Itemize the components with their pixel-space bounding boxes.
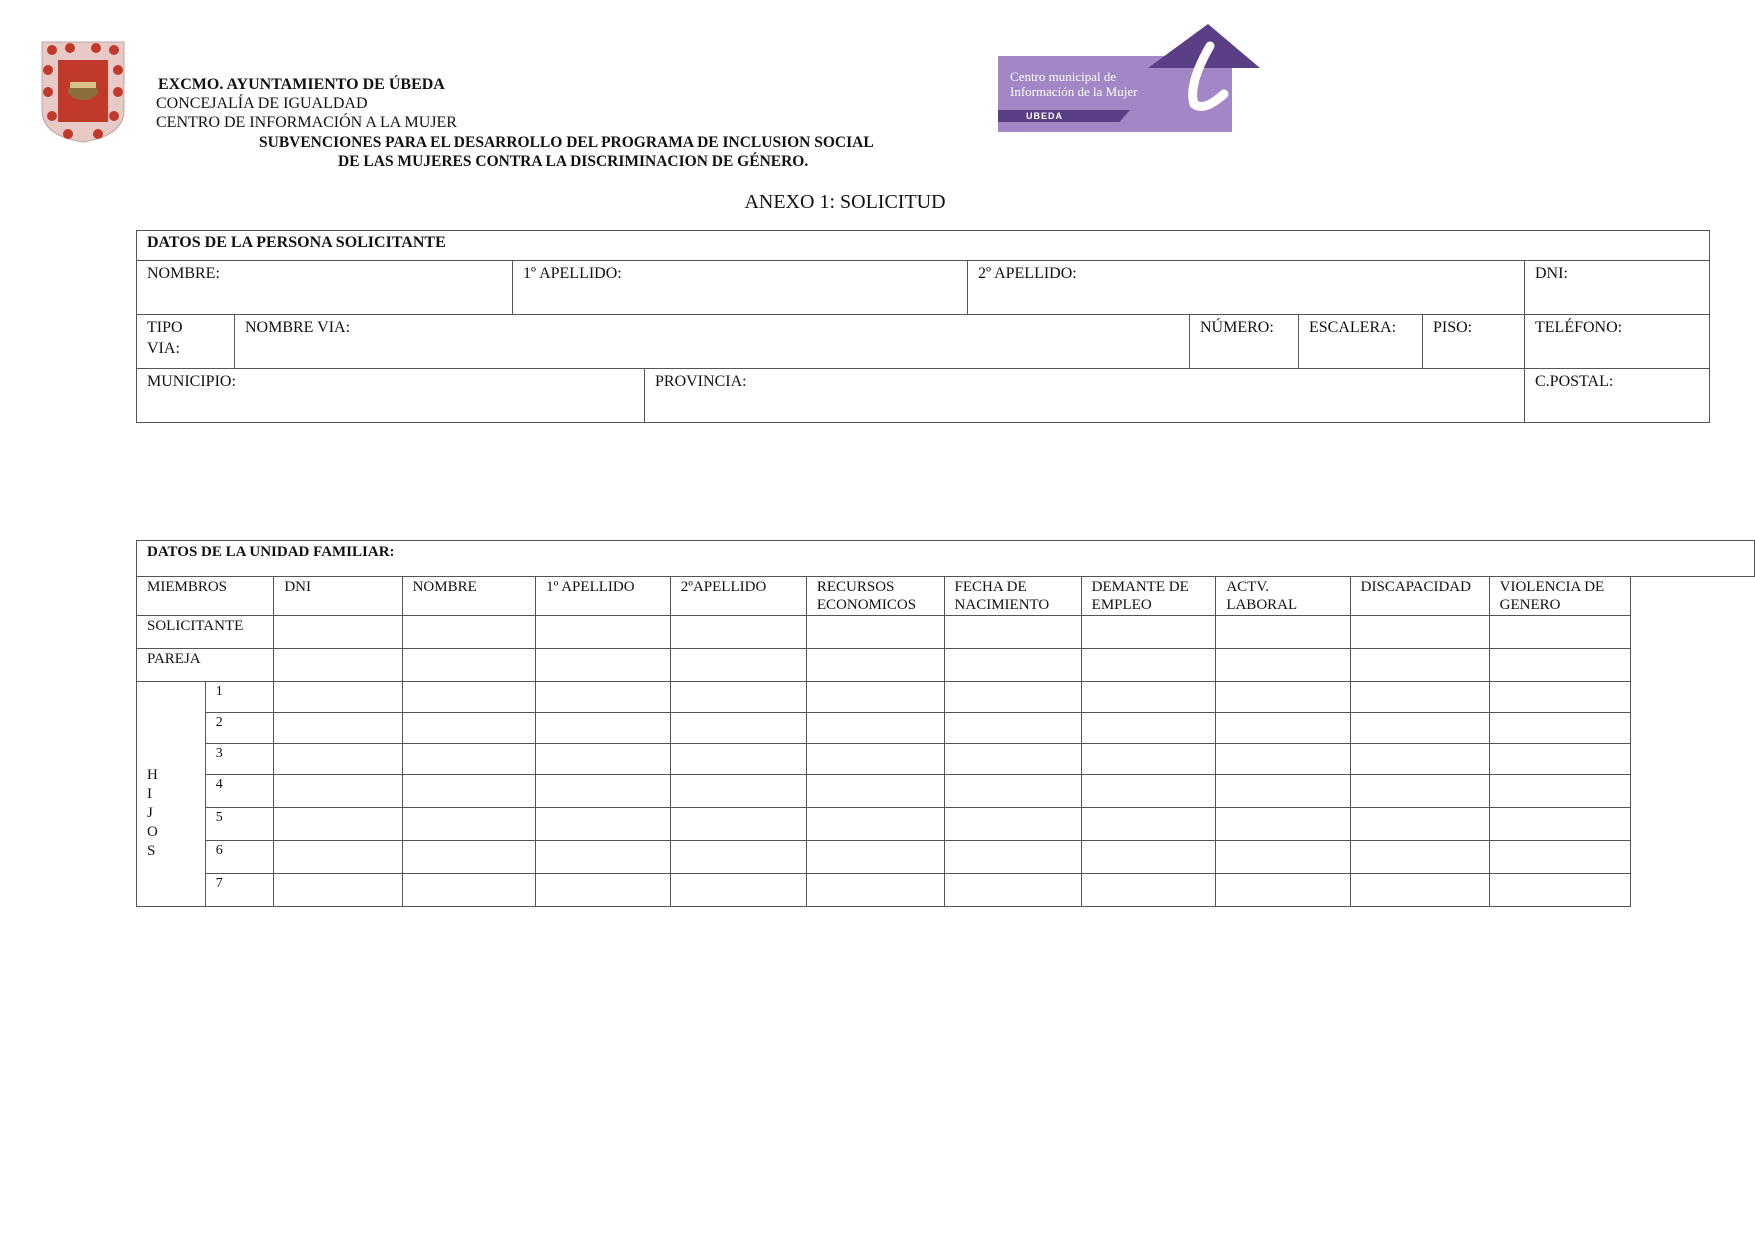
row-hijo — [137, 841, 1755, 874]
cell-input[interactable] — [944, 682, 1081, 713]
cell-input[interactable] — [670, 874, 806, 907]
cell-input[interactable] — [1081, 874, 1216, 907]
row-pareja — [137, 649, 1755, 682]
hijos-letter: J — [147, 805, 153, 821]
cell-input[interactable] — [274, 649, 402, 682]
col-dni: DNI — [274, 577, 402, 616]
row-label-pareja: PAREJA — [137, 649, 274, 682]
cell-input[interactable] — [1489, 744, 1631, 775]
cell-input[interactable] — [944, 841, 1081, 874]
cell-input[interactable] — [806, 682, 944, 713]
logo-text-2: Información de la Mujer — [1010, 84, 1138, 99]
header-line-centro: CENTRO DE INFORMACIÓN A LA MUJER — [156, 114, 457, 131]
cell-input[interactable] — [536, 744, 671, 775]
cell-input[interactable] — [1216, 808, 1350, 841]
cell-input[interactable] — [1081, 713, 1216, 744]
cell-input[interactable] — [1216, 616, 1350, 649]
header-subtitle-2: DE LAS MUJERES CONTRA LA DISCRIMINACION DE GÉNERO. — [338, 153, 809, 170]
cell-input[interactable] — [536, 616, 671, 649]
cell-input[interactable] — [806, 841, 944, 874]
cell-input[interactable] — [1489, 682, 1631, 713]
hijos-letter: S — [147, 843, 156, 859]
cell-input[interactable] — [1489, 649, 1631, 682]
cell-input[interactable] — [402, 713, 536, 744]
cell-input[interactable] — [402, 841, 536, 874]
cell-input[interactable] — [274, 713, 402, 744]
hijos-letter: I — [147, 786, 152, 802]
row-hijo — [137, 775, 1755, 808]
cell-input[interactable] — [1081, 616, 1216, 649]
hijo-number: 2 — [205, 713, 274, 744]
centro-mujer-logo — [998, 24, 1262, 132]
col-apellido2: 2ºAPELLIDO — [670, 577, 806, 616]
cell-input[interactable] — [1081, 841, 1216, 874]
cell-input[interactable] — [1350, 649, 1489, 682]
cell-input[interactable] — [1350, 713, 1489, 744]
cpostal-label: C.POSTAL: — [1535, 373, 1614, 390]
cell-input[interactable] — [536, 682, 671, 713]
col-violencia-genero: VIOLENCIA DE GENERO — [1489, 577, 1631, 616]
cell-input[interactable] — [1350, 874, 1489, 907]
coat-of-arms-icon — [40, 40, 126, 144]
hijos-letter: O — [147, 824, 158, 840]
escalera-field[interactable] — [1299, 315, 1423, 369]
cell-input[interactable] — [1489, 841, 1631, 874]
col-actv-laboral: ACTV. LABORAL — [1216, 577, 1350, 616]
cell-input[interactable] — [536, 808, 671, 841]
hijo-number: 3 — [205, 744, 274, 775]
unidad-familiar-table — [136, 540, 1755, 907]
row-hijo — [137, 808, 1755, 841]
dni-label: DNI: — [1535, 265, 1568, 282]
cell-input[interactable] — [1489, 616, 1631, 649]
cell-input[interactable] — [536, 713, 671, 744]
cell-input[interactable] — [1081, 775, 1216, 808]
cell-input[interactable] — [274, 874, 402, 907]
cell-input[interactable] — [670, 808, 806, 841]
cell-input[interactable] — [1081, 744, 1216, 775]
cell-input[interactable] — [806, 775, 944, 808]
cell-input[interactable] — [670, 713, 806, 744]
cell-input[interactable] — [944, 808, 1081, 841]
cell-input[interactable] — [806, 649, 944, 682]
cell-input[interactable] — [806, 874, 944, 907]
cell-input[interactable] — [1350, 841, 1489, 874]
cell-input[interactable] — [1081, 808, 1216, 841]
row-hijo — [137, 874, 1755, 907]
cell-input[interactable] — [274, 616, 402, 649]
apellido1-field[interactable] — [513, 261, 968, 315]
cell-input[interactable] — [670, 744, 806, 775]
cell-input[interactable] — [1350, 744, 1489, 775]
cell-input[interactable] — [536, 649, 671, 682]
cell-input[interactable] — [536, 841, 671, 874]
logo-city: UBEDA — [1026, 111, 1064, 121]
hijos-letter: H — [147, 767, 158, 783]
cell-input[interactable] — [806, 744, 944, 775]
nombre-via-label: NOMBRE VIA: — [245, 319, 351, 336]
cell-input[interactable] — [536, 775, 671, 808]
row-label-solicitante: SOLICITANTE — [137, 616, 274, 649]
solicitante-section-title: DATOS DE LA PERSONA SOLICITANTE — [137, 231, 1710, 261]
row-hijo — [137, 682, 1755, 713]
row-label-hijos — [137, 682, 206, 907]
col-fecha-nacimiento: FECHA DE NACIMIENTO — [944, 577, 1081, 616]
telefono-label: TELÉFONO: — [1535, 319, 1623, 336]
numero-label: NÚMERO: — [1200, 319, 1274, 336]
hijo-number: 4 — [205, 775, 274, 808]
hijo-number: 7 — [205, 874, 274, 907]
cell-input[interactable] — [274, 808, 402, 841]
header-subtitle-1: SUBVENCIONES PARA EL DESARROLLO DEL PROGRAMA DE INCLUSION SOCIAL — [259, 134, 874, 151]
cell-input[interactable] — [1081, 649, 1216, 682]
cell-input[interactable] — [1350, 808, 1489, 841]
cell-input[interactable] — [806, 616, 944, 649]
cell-input[interactable] — [670, 775, 806, 808]
cell-input[interactable] — [1489, 775, 1631, 808]
tipo-via-field[interactable] — [137, 315, 235, 369]
cell-input[interactable] — [402, 874, 536, 907]
col-apellido1: 1º APELLIDO — [536, 577, 671, 616]
cell-input[interactable] — [1216, 775, 1350, 808]
provincia-field[interactable] — [645, 369, 1525, 423]
col-discapacidad: DISCAPACIDAD — [1350, 577, 1489, 616]
cell-input[interactable] — [274, 744, 402, 775]
provincia-label: PROVINCIA: — [655, 373, 747, 390]
cell-input[interactable] — [944, 616, 1081, 649]
cell-input[interactable] — [1216, 744, 1350, 775]
cell-input[interactable] — [944, 744, 1081, 775]
cpostal-field[interactable] — [1525, 369, 1710, 423]
cell-input[interactable] — [274, 682, 402, 713]
unidad-familiar-section-title: DATOS DE LA UNIDAD FAMILIAR: — [137, 541, 1755, 577]
nombre-label: NOMBRE: — [147, 265, 220, 282]
numero-field[interactable] — [1190, 315, 1299, 369]
cell-input[interactable] — [274, 841, 402, 874]
cell-input[interactable] — [402, 649, 536, 682]
dni-field[interactable] — [1525, 261, 1710, 315]
logo-text-1: Centro municipal de — [1010, 69, 1117, 84]
cell-input[interactable] — [670, 841, 806, 874]
municipio-label: MUNICIPIO: — [147, 373, 236, 390]
municipio-field[interactable] — [137, 369, 645, 423]
cell-input[interactable] — [1081, 682, 1216, 713]
hijo-number: 6 — [205, 841, 274, 874]
escalera-label: ESCALERA: — [1309, 319, 1397, 336]
cell-input[interactable] — [1216, 682, 1350, 713]
cell-input[interactable] — [806, 808, 944, 841]
cell-input[interactable] — [1350, 775, 1489, 808]
telefono-field[interactable] — [1525, 315, 1710, 369]
page-title: ANEXO 1: SOLICITUD — [744, 191, 946, 213]
cell-input[interactable] — [944, 775, 1081, 808]
col-demante-empleo: DEMANTE DE EMPLEO — [1081, 577, 1216, 616]
cell-input[interactable] — [402, 775, 536, 808]
cell-input[interactable] — [1216, 713, 1350, 744]
header-line-ayuntamiento: EXCMO. AYUNTAMIENTO DE ÚBEDA — [158, 76, 445, 93]
cell-input[interactable] — [1350, 682, 1489, 713]
row-hijo — [137, 713, 1755, 744]
cell-input[interactable] — [1489, 874, 1631, 907]
piso-label: PISO: — [1433, 319, 1473, 336]
cell-input[interactable] — [1350, 616, 1489, 649]
cell-input[interactable] — [402, 682, 536, 713]
cell-input[interactable] — [944, 649, 1081, 682]
piso-field[interactable] — [1423, 315, 1525, 369]
tipo-via-label-2: VIA: — [147, 340, 180, 357]
hijo-number: 5 — [205, 808, 274, 841]
cell-input[interactable] — [1216, 649, 1350, 682]
apellido1-label: 1º APELLIDO: — [523, 265, 622, 282]
cell-input[interactable] — [670, 682, 806, 713]
row-solicitante — [137, 616, 1755, 649]
cell-input[interactable] — [670, 649, 806, 682]
solicitante-table — [136, 230, 1710, 423]
cell-input[interactable] — [1216, 874, 1350, 907]
cell-input[interactable] — [402, 808, 536, 841]
nombre-via-field[interactable] — [235, 315, 1190, 369]
cell-input[interactable] — [1216, 841, 1350, 874]
hijo-number: 1 — [205, 682, 274, 713]
cell-input[interactable] — [944, 874, 1081, 907]
cell-input[interactable] — [670, 616, 806, 649]
logo-bar — [998, 110, 1130, 122]
tipo-via-label-1: TIPO — [147, 319, 183, 336]
apellido2-field[interactable] — [968, 261, 1525, 315]
col-recursos: RECURSOS ECONOMICOS — [806, 577, 944, 616]
cell-input[interactable] — [944, 713, 1081, 744]
row-hijo — [137, 744, 1755, 775]
cell-input[interactable] — [402, 616, 536, 649]
cell-input[interactable] — [536, 874, 671, 907]
cell-input[interactable] — [274, 775, 402, 808]
col-nombre: NOMBRE — [402, 577, 536, 616]
apellido2-label: 2º APELLIDO: — [978, 265, 1077, 282]
header-line-concejalia: CONCEJALÍA DE IGUALDAD — [156, 95, 368, 112]
col-miembros: MIEMBROS — [137, 577, 274, 616]
nombre-field[interactable] — [137, 261, 513, 315]
cell-input[interactable] — [402, 744, 536, 775]
cell-input[interactable] — [1489, 808, 1631, 841]
cell-input[interactable] — [1489, 713, 1631, 744]
cell-input[interactable] — [806, 713, 944, 744]
